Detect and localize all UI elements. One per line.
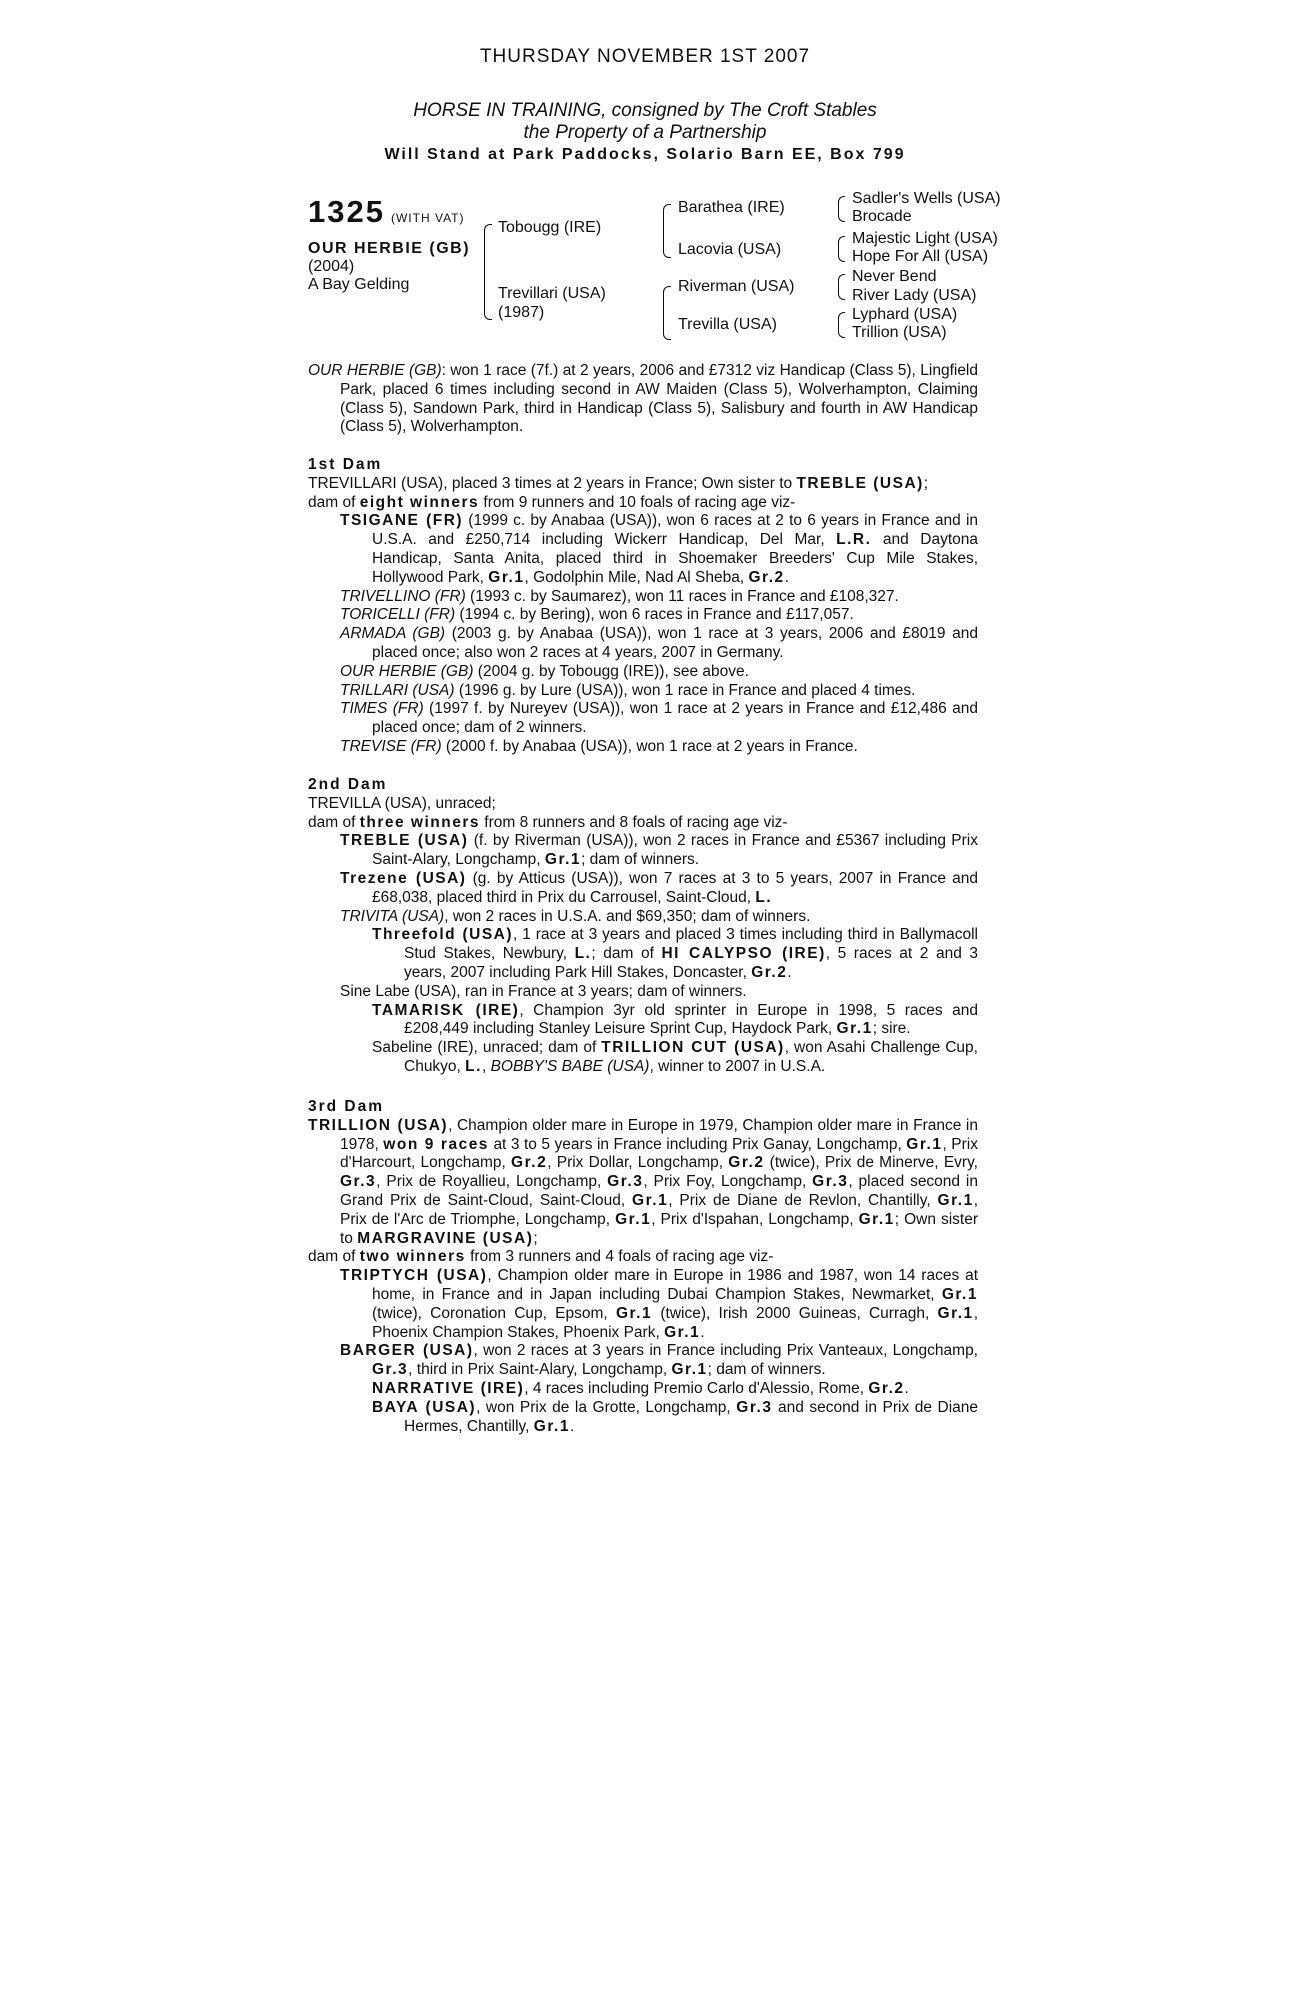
lot-number: 1325	[308, 194, 385, 229]
pedigree-sire-sire: Barathea (IRE)	[678, 199, 785, 216]
first-dam-offspring-7: TIMES (FR) (1997 f. by Nureyev (USA)), won 1 race at 2 years in France and £12,486 and placed once; dam of 2 winners.	[340, 700, 978, 737]
second-dam-line-2: dam of three winners from 8 runners and 8 foals of racing age viz-	[308, 813, 788, 831]
lot-horse-info	[308, 240, 470, 294]
pedigree-brace-1	[484, 224, 492, 320]
pedigree-dam-year: (1987)	[498, 304, 545, 321]
pedigree-g6: River Lady (USA)	[852, 287, 977, 304]
second-dam-offspring-4: Sine Labe (USA), ran in France at 3 years; dam of winners.	[340, 982, 747, 1000]
first-dam-offspring-3: TORICELLI (FR) (1994 c. by Bering), won 6 races in France and £117,057.	[340, 606, 854, 624]
consignment-line: HORSE IN TRAINING, consigned by The Croft Stables	[413, 100, 877, 121]
pedigree-g2: Brocade	[852, 208, 912, 225]
pedigree-brace-5	[838, 236, 845, 262]
second-dam-offspring-2: Trezene (USA) (g. by Atticus (USA)), won 7 races at 3 to 5 years, 2007 in France and £68,038, placed third in Prix du Carrousel, Saint-Cloud, L.	[340, 869, 978, 906]
pedigree-brace-6	[838, 274, 845, 300]
pedigree-brace-7	[838, 312, 845, 338]
consignment-header	[0, 100, 1290, 166]
first-dam-heading: 1st Dam	[308, 456, 383, 473]
first-dam-offspring-5: OUR HERBIE (GB) (2004 g. by Tobougg (IRE)), see above.	[340, 662, 749, 680]
first-dam-line-1: TREVILLARI (USA), placed 3 times at 2 years in France; Own sister to TREBLE (USA);	[308, 474, 929, 492]
pedigree-brace-4	[838, 196, 845, 222]
horse-description: A Bay Gelding	[308, 276, 410, 293]
horse-name: OUR HERBIE (GB)	[308, 240, 471, 257]
summary-paragraph	[308, 362, 978, 437]
third-dam-line-1: TRILLION (USA), Champion older mare in Europe in 1979, Champion older mare in France in 1978, won 9 races at 3 to 5 years in France including Prix Ganay, Longchamp, Gr.1, Prix d'Harcourt, Longchamp, Gr.2, Prix Dollar, Longchamp, Gr.2 (twice), Prix de Minerve, Evry, Gr.3, Prix de Royallieu, Longchamp, Gr.3, Prix Foy, Longchamp, Gr.3, placed second in Grand Prix de Saint-Cloud, Saint-Cloud, Gr.1, Prix de Diane de Revlon, Chantilly, Gr.1, Prix de l'Arc de Triomphe, Longchamp, Gr.1, Prix d'Ispahan, Longchamp, Gr.1; Own sister to MARGRAVINE (USA);	[308, 1116, 979, 1247]
second-dam-grandoffspring-3: Sabeline (IRE), unraced; dam of TRILLION CUT (USA), won Asahi Challenge Cup, Chukyo, L., BOBBY'S BABE (USA), winner to 2007 in U.S.A.	[372, 1039, 978, 1075]
third-dam-line-2: dam of two winners from 3 runners and 4 foals of racing age viz-	[308, 1248, 774, 1266]
sale-date: THURSDAY NOVEMBER 1ST 2007	[479, 46, 811, 67]
summary-horse-name: OUR HERBIE (GB)	[308, 362, 442, 379]
first-dam-offspring-4: ARMADA (GB) (2003 g. by Anabaa (USA)), won 1 race at 3 years, 2006 and £8019 and placed once; also won 2 races at 4 years, 2007 in Germany.	[340, 625, 978, 661]
third-dam-offspring-1: TRIPTYCH (USA), Champion older mare in Europe in 1986 and 1987, won 14 races at home, in France and in Japan including Dubai Champion Stakes, Newmarket, Gr.1 (twice), Coronation Cup, Epsom, Gr.1 (twice), Irish 2000 Guineas, Curragh, Gr.1, Phoenix Champion Stakes, Phoenix Park, Gr.1.	[340, 1267, 978, 1341]
pedigree-g5: Never Bend	[852, 268, 937, 285]
second-dam-offspring-3: TRIVITA (USA), won 2 races in U.S.A. and $69,350; dam of winners.	[340, 907, 811, 925]
second-dam-grandoffspring-2: TAMARISK (IRE), Champion 3yr old sprinter in Europe in 1998, 5 races and £208,449 including Stanley Leisure Sprint Cup, Haydock Park, Gr.1; sire.	[372, 1001, 978, 1038]
second-dam-heading: 2nd Dam	[308, 776, 388, 793]
second-dam-offspring-1: TREBLE (USA) (f. by Riverman (USA)), won 2 races in France and £5367 including Prix Saint-Alary, Longchamp, Gr.1; dam of winners.	[340, 832, 978, 869]
pedigree-g3: Majestic Light (USA)	[852, 230, 998, 247]
pedigree-sire-dam: Lacovia (USA)	[678, 241, 782, 258]
third-dam-offspring-2: BARGER (USA), won 2 races at 3 years in France including Prix Vanteaux, Longchamp, Gr.3, third in Prix Saint-Alary, Longchamp, Gr.1; dam of winners.	[340, 1342, 978, 1379]
first-dam-offspring-1: TSIGANE (FR) (1999 c. by Anabaa (USA)), won 6 races at 2 to 6 years in France and in U.S.A. and £250,714 including Wickerr Handicap, Del Mar, L.R. and Daytona Handicap, Santa Anita, placed third in Shoemaker Breeders' Cup Mile Stakes, Hollywood Park, Gr.1, Godolphin Mile, Nad Al Sheba, Gr.2.	[340, 512, 979, 586]
pedigree-g4: Hope For All (USA)	[852, 248, 989, 265]
third-dam-section	[308, 1098, 978, 1436]
summary-text: : won 1 race (7f.) at 2 years, 2006 and £7312 viz Handicap (Class 5), Lingfield Park, placed 6 times including second in AW Maiden (Class 5), Wolverhampton, Claiming (Class 5), Sandown Park, third in Handicap (Class 5), Salisbury and fourth in AW Handicap (Class 5), Wolverhampton.	[340, 362, 978, 436]
second-dam-grandoffspring-1: Threefold (USA), 1 race at 3 years and placed 3 times including third in Ballymacoll Stud Stakes, Newbury, L.; dam of HI CALYPSO (IRE), 5 races at 2 and 3 years, 2007 including Park Hill Stakes, Doncaster, Gr.2.	[372, 926, 978, 981]
first-dam-section	[308, 456, 978, 757]
third-dam-grandoffspring-2: BAYA (USA), won Prix de la Grotte, Longchamp, Gr.3 and second in Prix de Diane Hermes, Chantilly, Gr.1.	[372, 1398, 979, 1435]
pedigree-dam-dam: Trevilla (USA)	[678, 316, 777, 333]
pedigree-sire: Tobougg (IRE)	[498, 219, 602, 236]
lot-number-block	[308, 194, 465, 230]
pedigree-brace-2	[663, 204, 671, 258]
property-line: the Property of a Partnership	[523, 122, 767, 143]
stand-line: Will Stand at Park Paddocks, Solario Barn EE, Box 799	[384, 146, 906, 163]
pedigree-g1: Sadler's Wells (USA)	[852, 190, 1001, 207]
second-dam-section	[308, 776, 978, 1077]
second-dam-line-1: TREVILLA (USA), unraced;	[308, 794, 496, 812]
pedigree-g8: Trillion (USA)	[852, 324, 947, 341]
first-dam-offspring-2: TRIVELLINO (FR) (1993 c. by Saumarez), won 11 races in France and £108,327.	[340, 587, 899, 605]
first-dam-offspring-6: TRILLARI (USA) (1996 g. by Lure (USA)), won 1 race in France and placed 4 times.	[340, 681, 916, 699]
pedigree-dam: Trevillari (USA)	[498, 285, 606, 302]
pedigree-g7: Lyphard (USA)	[852, 306, 958, 323]
horse-year: (2004)	[308, 258, 355, 275]
third-dam-grandoffspring-1: NARRATIVE (IRE), 4 races including Premio Carlo d'Alessio, Rome, Gr.2.	[372, 1379, 909, 1397]
pedigree-dam-sire: Riverman (USA)	[678, 278, 795, 295]
vat-note: (WITH VAT)	[390, 211, 465, 225]
first-dam-line-2: dam of eight winners from 9 runners and 10 foals of racing age viz-	[308, 493, 796, 511]
horse-summary	[308, 362, 978, 437]
first-dam-offspring-8: TREVISE (FR) (2000 f. by Anabaa (USA)), won 1 race at 2 years in France.	[340, 737, 858, 755]
third-dam-heading: 3rd Dam	[308, 1098, 385, 1115]
pedigree-brace-3	[663, 286, 671, 340]
